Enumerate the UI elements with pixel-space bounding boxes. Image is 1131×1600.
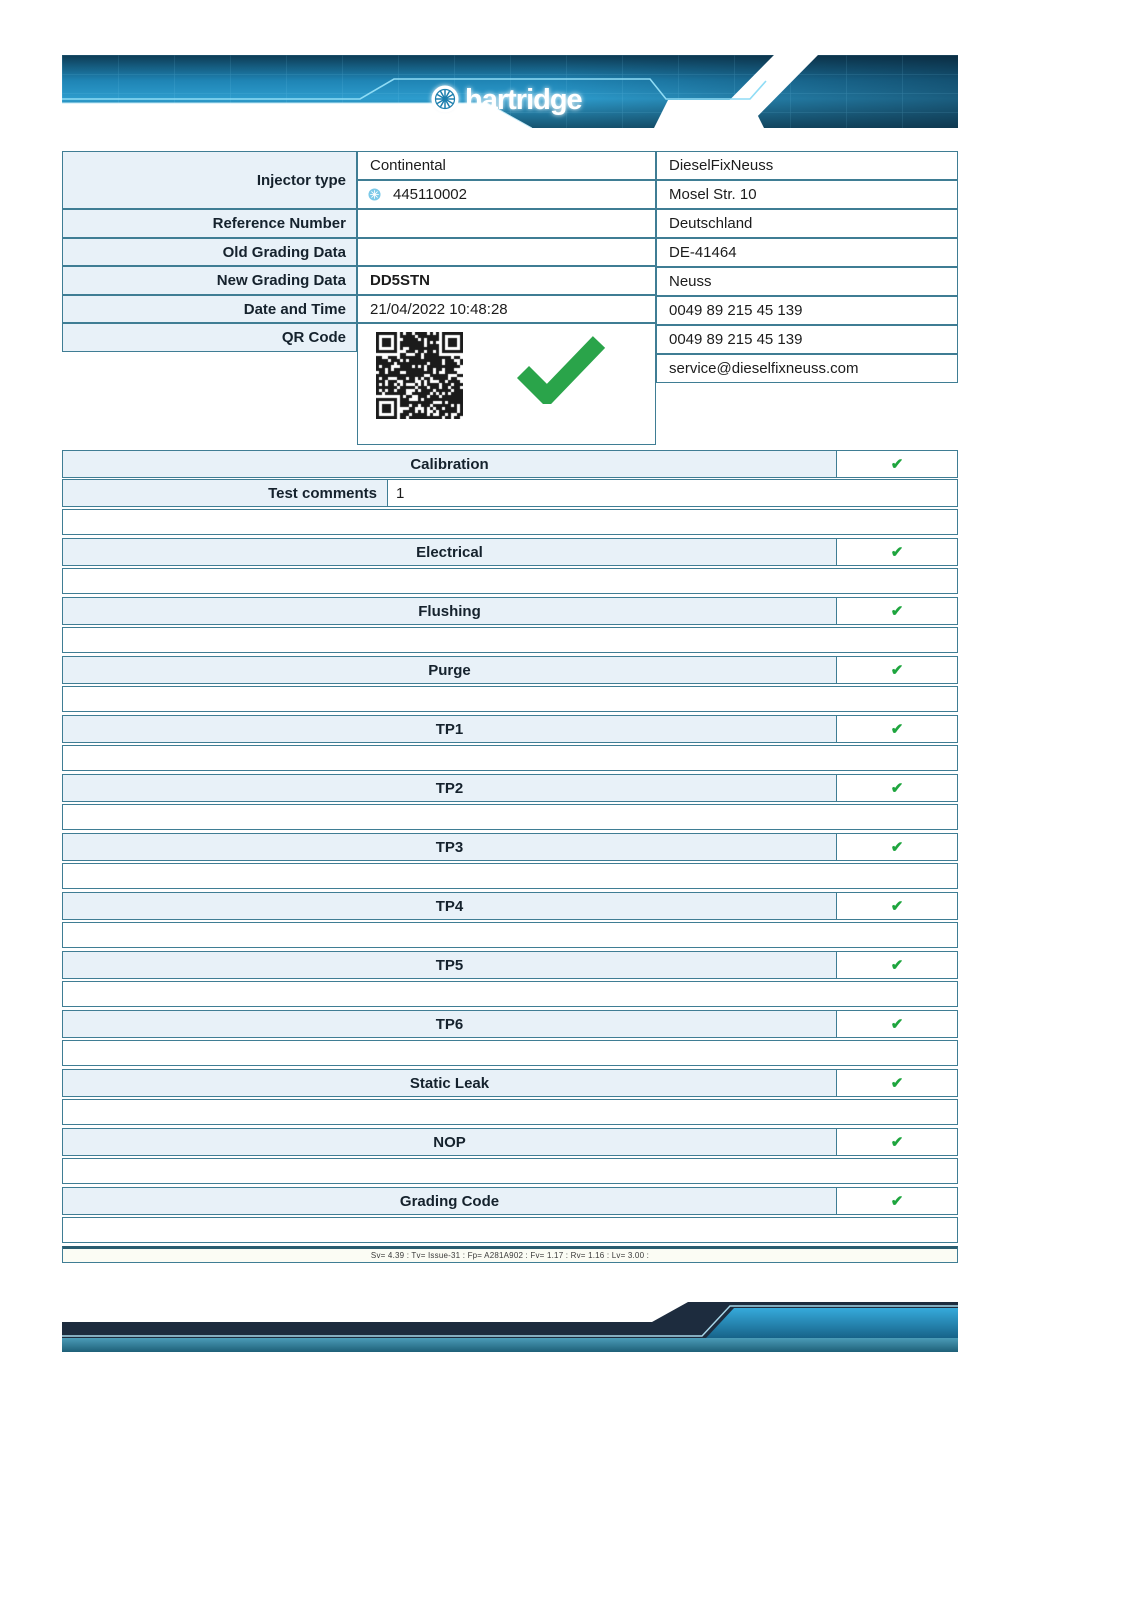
test-comments-value: 1 <box>396 484 405 502</box>
section-calibration <box>62 450 958 478</box>
spacer-row <box>62 1217 958 1243</box>
section-tp6 <box>62 1010 958 1038</box>
section-title: Purge <box>63 657 836 683</box>
wheel-icon <box>432 86 459 113</box>
section-title: NOP <box>63 1129 836 1155</box>
header-banner <box>62 55 958 128</box>
section-title: Electrical <box>63 539 836 565</box>
company-city: Neuss <box>656 267 958 296</box>
qr-code-label: QR Code <box>62 323 357 352</box>
date-time-value: 21/04/2022 10:48:28 <box>357 295 656 323</box>
pass-check-icon: ✔ <box>890 897 904 915</box>
company-postcode: DE-41464 <box>656 238 958 267</box>
section-static-leak <box>62 1069 958 1097</box>
spacer-row <box>62 1099 958 1125</box>
injector-type-label: Injector type <box>62 151 357 209</box>
pass-check-icon: ✔ <box>890 1074 904 1092</box>
footer-teal-stripe <box>62 1338 958 1352</box>
qr-code <box>376 332 463 419</box>
banner-left-notch <box>62 103 532 128</box>
new-grading-label: New Grading Data <box>62 266 357 295</box>
pass-check-icon: ✔ <box>890 455 904 473</box>
section-tp5 <box>62 951 958 979</box>
company-country: Deutschland <box>656 209 958 238</box>
injector-type-value: Continental <box>357 151 656 180</box>
company-fax: 0049 89 215 45 139 <box>656 325 958 354</box>
spacer-row <box>62 922 958 948</box>
section-grading-code <box>62 1187 958 1215</box>
section-status-cell <box>836 657 957 683</box>
section-electrical <box>62 538 958 566</box>
qr-code-cell <box>357 323 656 445</box>
injector-info-table <box>62 151 958 445</box>
section-tp4 <box>62 892 958 920</box>
section-title: Calibration <box>63 451 836 477</box>
company-phone: 0049 89 215 45 139 <box>656 296 958 325</box>
section-nop <box>62 1128 958 1156</box>
injector-id-cell <box>357 180 656 209</box>
pass-check-icon: ✔ <box>890 779 904 797</box>
pass-check-icon: ✔ <box>890 720 904 738</box>
section-title: Grading Code <box>63 1188 836 1214</box>
footer-banner <box>62 1302 958 1354</box>
section-title: Static Leak <box>63 1070 836 1096</box>
pass-check-icon: ✔ <box>890 956 904 974</box>
spacer-row <box>62 509 958 535</box>
company-street: Mosel Str. 10 <box>656 180 958 209</box>
section-status-cell <box>836 539 957 565</box>
spacer-row <box>62 1040 958 1066</box>
section-tp3 <box>62 833 958 861</box>
section-status-cell <box>836 1129 957 1155</box>
test-comments-row <box>62 479 958 507</box>
section-title: TP6 <box>63 1011 836 1037</box>
company-name: DieselFixNeuss <box>656 151 958 180</box>
spacer-row <box>62 1158 958 1184</box>
section-tp1 <box>62 715 958 743</box>
section-purge <box>62 656 958 684</box>
spacer-row <box>62 686 958 712</box>
injector-id: 445110002 <box>393 186 467 203</box>
pass-check-icon: ✔ <box>890 1133 904 1151</box>
section-status-cell <box>836 1188 957 1214</box>
test-comments-label: Test comments <box>63 480 388 506</box>
wheel-icon-small <box>368 188 381 201</box>
section-flushing <box>62 597 958 625</box>
big-check-icon <box>515 334 607 404</box>
pass-check-icon: ✔ <box>890 1192 904 1210</box>
spacer-row <box>62 627 958 653</box>
section-title: TP3 <box>63 834 836 860</box>
reference-number-value <box>357 209 656 238</box>
section-status-cell <box>836 598 957 624</box>
section-title: TP5 <box>63 952 836 978</box>
section-title: TP4 <box>63 893 836 919</box>
section-tp2 <box>62 774 958 802</box>
section-status-cell <box>836 716 957 742</box>
reference-number-label: Reference Number <box>62 209 357 238</box>
section-title: TP1 <box>63 716 836 742</box>
spacer-row <box>62 568 958 594</box>
section-status-cell <box>836 834 957 860</box>
old-grading-value <box>357 238 656 266</box>
section-title: Flushing <box>63 598 836 624</box>
pass-check-icon: ✔ <box>890 602 904 620</box>
section-status-cell <box>836 893 957 919</box>
date-time-label: Date and Time <box>62 295 357 323</box>
test-checklist <box>62 450 958 1263</box>
section-status-cell <box>836 775 957 801</box>
spacer-row <box>62 804 958 830</box>
pass-check-icon: ✔ <box>890 543 904 561</box>
company-email: service@dieselfixneuss.com <box>656 354 958 383</box>
spacer-row <box>62 981 958 1007</box>
spacer-row <box>62 745 958 771</box>
section-status-cell <box>836 1070 957 1096</box>
spacer-row <box>62 863 958 889</box>
pass-check-icon: ✔ <box>890 661 904 679</box>
new-grading-value: DD5STN <box>357 266 656 295</box>
brand-name: hartridge <box>465 84 582 116</box>
footer-blue-block <box>706 1308 958 1338</box>
section-status-cell <box>836 1011 957 1037</box>
section-status-cell <box>836 451 957 477</box>
pass-check-icon: ✔ <box>890 838 904 856</box>
old-grading-label: Old Grading Data <box>62 238 357 266</box>
section-title: TP2 <box>63 775 836 801</box>
pass-check-icon: ✔ <box>890 1015 904 1033</box>
report-version-footer: Sv= 4.39 : Tv= Issue-31 : Fp= A281A902 : Fv= 1.17 : Rv= 1.16 : Lv= 3.00 : <box>62 1246 958 1263</box>
section-status-cell <box>836 952 957 978</box>
